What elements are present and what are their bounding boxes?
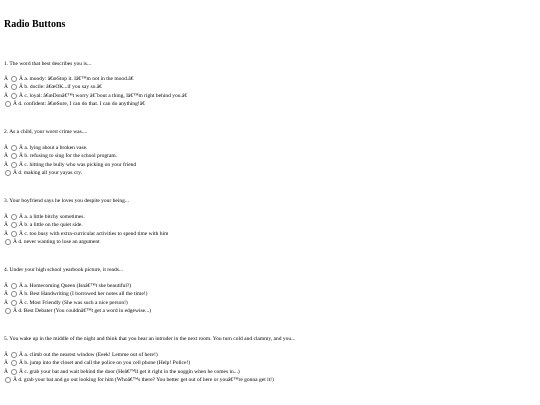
question-2-option-b[interactable] [4,152,117,160]
radio-button[interactable] [11,222,17,228]
question-1-option-a[interactable] [4,75,133,83]
option-label: Â d. never wanting to lose an argument [13,239,100,245]
option-label: Â d. making all your yayas cry. [13,170,82,176]
question-2-option-d[interactable] [4,169,82,177]
option-label: Â b. refusing to sing for the school program. [18,153,118,159]
radio-button[interactable] [11,93,17,99]
radio-button[interactable] [5,239,11,245]
option-prefix: Â [4,291,8,297]
radio-button[interactable] [5,101,11,107]
radio-button[interactable] [11,153,17,159]
question-5-option-b[interactable] [4,359,190,367]
option-prefix: Â [4,231,8,237]
question-3-option-c[interactable] [4,230,168,238]
question-1-text: 1. The word that best describes you is... [4,61,92,67]
radio-button[interactable] [11,300,17,306]
option-prefix: Â [4,300,8,306]
option-prefix: Â [4,162,8,168]
option-label: Â c. grab your bat and wait behind the door (Heâ€™ll get it right in the noggin when he comes in...) [18,369,240,375]
option-prefix: Â [4,369,8,375]
question-4-option-b[interactable] [4,290,147,298]
option-prefix: Â [4,214,8,220]
radio-button[interactable] [11,84,17,90]
question-3-option-d[interactable] [4,238,100,246]
question-5-option-a[interactable] [4,351,158,359]
question-5-text: 5. You wake up in the middle of the night and think that you hear an intruder in the next room. You turn cold and clammy, and you... [4,336,296,342]
option-prefix: Â [4,352,8,358]
question-3-text: 3. Your boyfriend says he loves you despite your being... [4,198,129,204]
question-4-option-c[interactable] [4,299,128,307]
option-prefix: Â [4,76,8,82]
option-label: Â b. jump into the closet and call the police on you cell phone (Help! Police!) [18,360,191,366]
radio-button[interactable] [5,377,11,383]
question-1-option-c[interactable] [4,92,187,100]
option-label: Â a. climb out the nearest window (Eeek! Lemme out of here!) [18,352,158,358]
page-title: Radio Buttons [4,19,66,30]
radio-button[interactable] [11,214,17,220]
option-prefix: Â [4,93,8,99]
option-label: Â a. a little bitchy sometimes. [18,214,85,220]
option-prefix: Â [4,222,8,228]
option-label: Â a. moody: â€œStop it. Iâ€™m not in the mood.â€ [18,76,134,82]
question-3-option-a[interactable] [4,213,85,221]
question-4-option-d[interactable] [4,307,151,315]
question-1-option-b[interactable] [4,83,102,91]
radio-button[interactable] [11,76,17,82]
question-4-text: 4. Under your high school yearbook picture, it reads... [4,267,123,273]
question-5-option-c[interactable] [4,368,240,376]
radio-button[interactable] [5,170,11,176]
question-3-option-b[interactable] [4,221,83,229]
option-label: Â d. confident: â€œSure, I can do that. I can do anything!â€ [13,101,145,107]
option-label: Â a. Homecoming Queen (Isnâ€™t she beautiful?) [18,283,132,289]
option-prefix: Â [4,84,8,90]
option-label: Â b. a little on the quiet side. [18,222,83,228]
option-label: Â c. Most Friendly (She was such a nice person!) [18,300,128,306]
question-4-option-a[interactable] [4,282,131,290]
radio-button[interactable] [11,145,17,151]
option-label: Â a. lying about a broken vase. [18,145,88,151]
radio-button[interactable] [11,360,17,366]
option-label: Â d. Best Debater (You couldnâ€™t get a word in edgewise...) [13,308,152,314]
option-label: Â c. loyal: â€œDonâ€™t worry â€˜bout a thing, Iâ€™m right behind you.â€ [18,93,188,99]
option-prefix: Â [4,283,8,289]
option-prefix: Â [4,145,8,151]
option-label: Â d. grab your bat and go out looking for him (Whoâ€™s there? You better get out of here or youâ€™re gonna get it!) [13,377,274,383]
radio-button[interactable] [11,162,17,168]
radio-button[interactable] [11,369,17,375]
radio-button[interactable] [11,283,17,289]
option-prefix: Â [4,153,8,159]
radio-button[interactable] [11,291,17,297]
question-5-option-d[interactable] [4,376,274,384]
radio-button[interactable] [11,231,17,237]
option-label: Â c. hitting the bully who was picking on your friend [18,162,137,168]
question-2-option-a[interactable] [4,144,87,152]
question-1-option-d[interactable] [4,100,145,108]
radio-button[interactable] [11,352,17,358]
option-label: Â b. docile: â€œOK...if you say so.â€ [18,84,102,90]
option-label: Â c. too busy with extra-curricular activities to spend time with him [18,231,169,237]
radio-button[interactable] [5,308,11,314]
question-2-option-c[interactable] [4,161,136,169]
option-label: Â b. Best Handwriting (I borrowed her notes all the time!) [18,291,148,297]
option-prefix: Â [4,360,8,366]
question-2-text: 2. As a child, your worst crime was.... [4,129,88,135]
